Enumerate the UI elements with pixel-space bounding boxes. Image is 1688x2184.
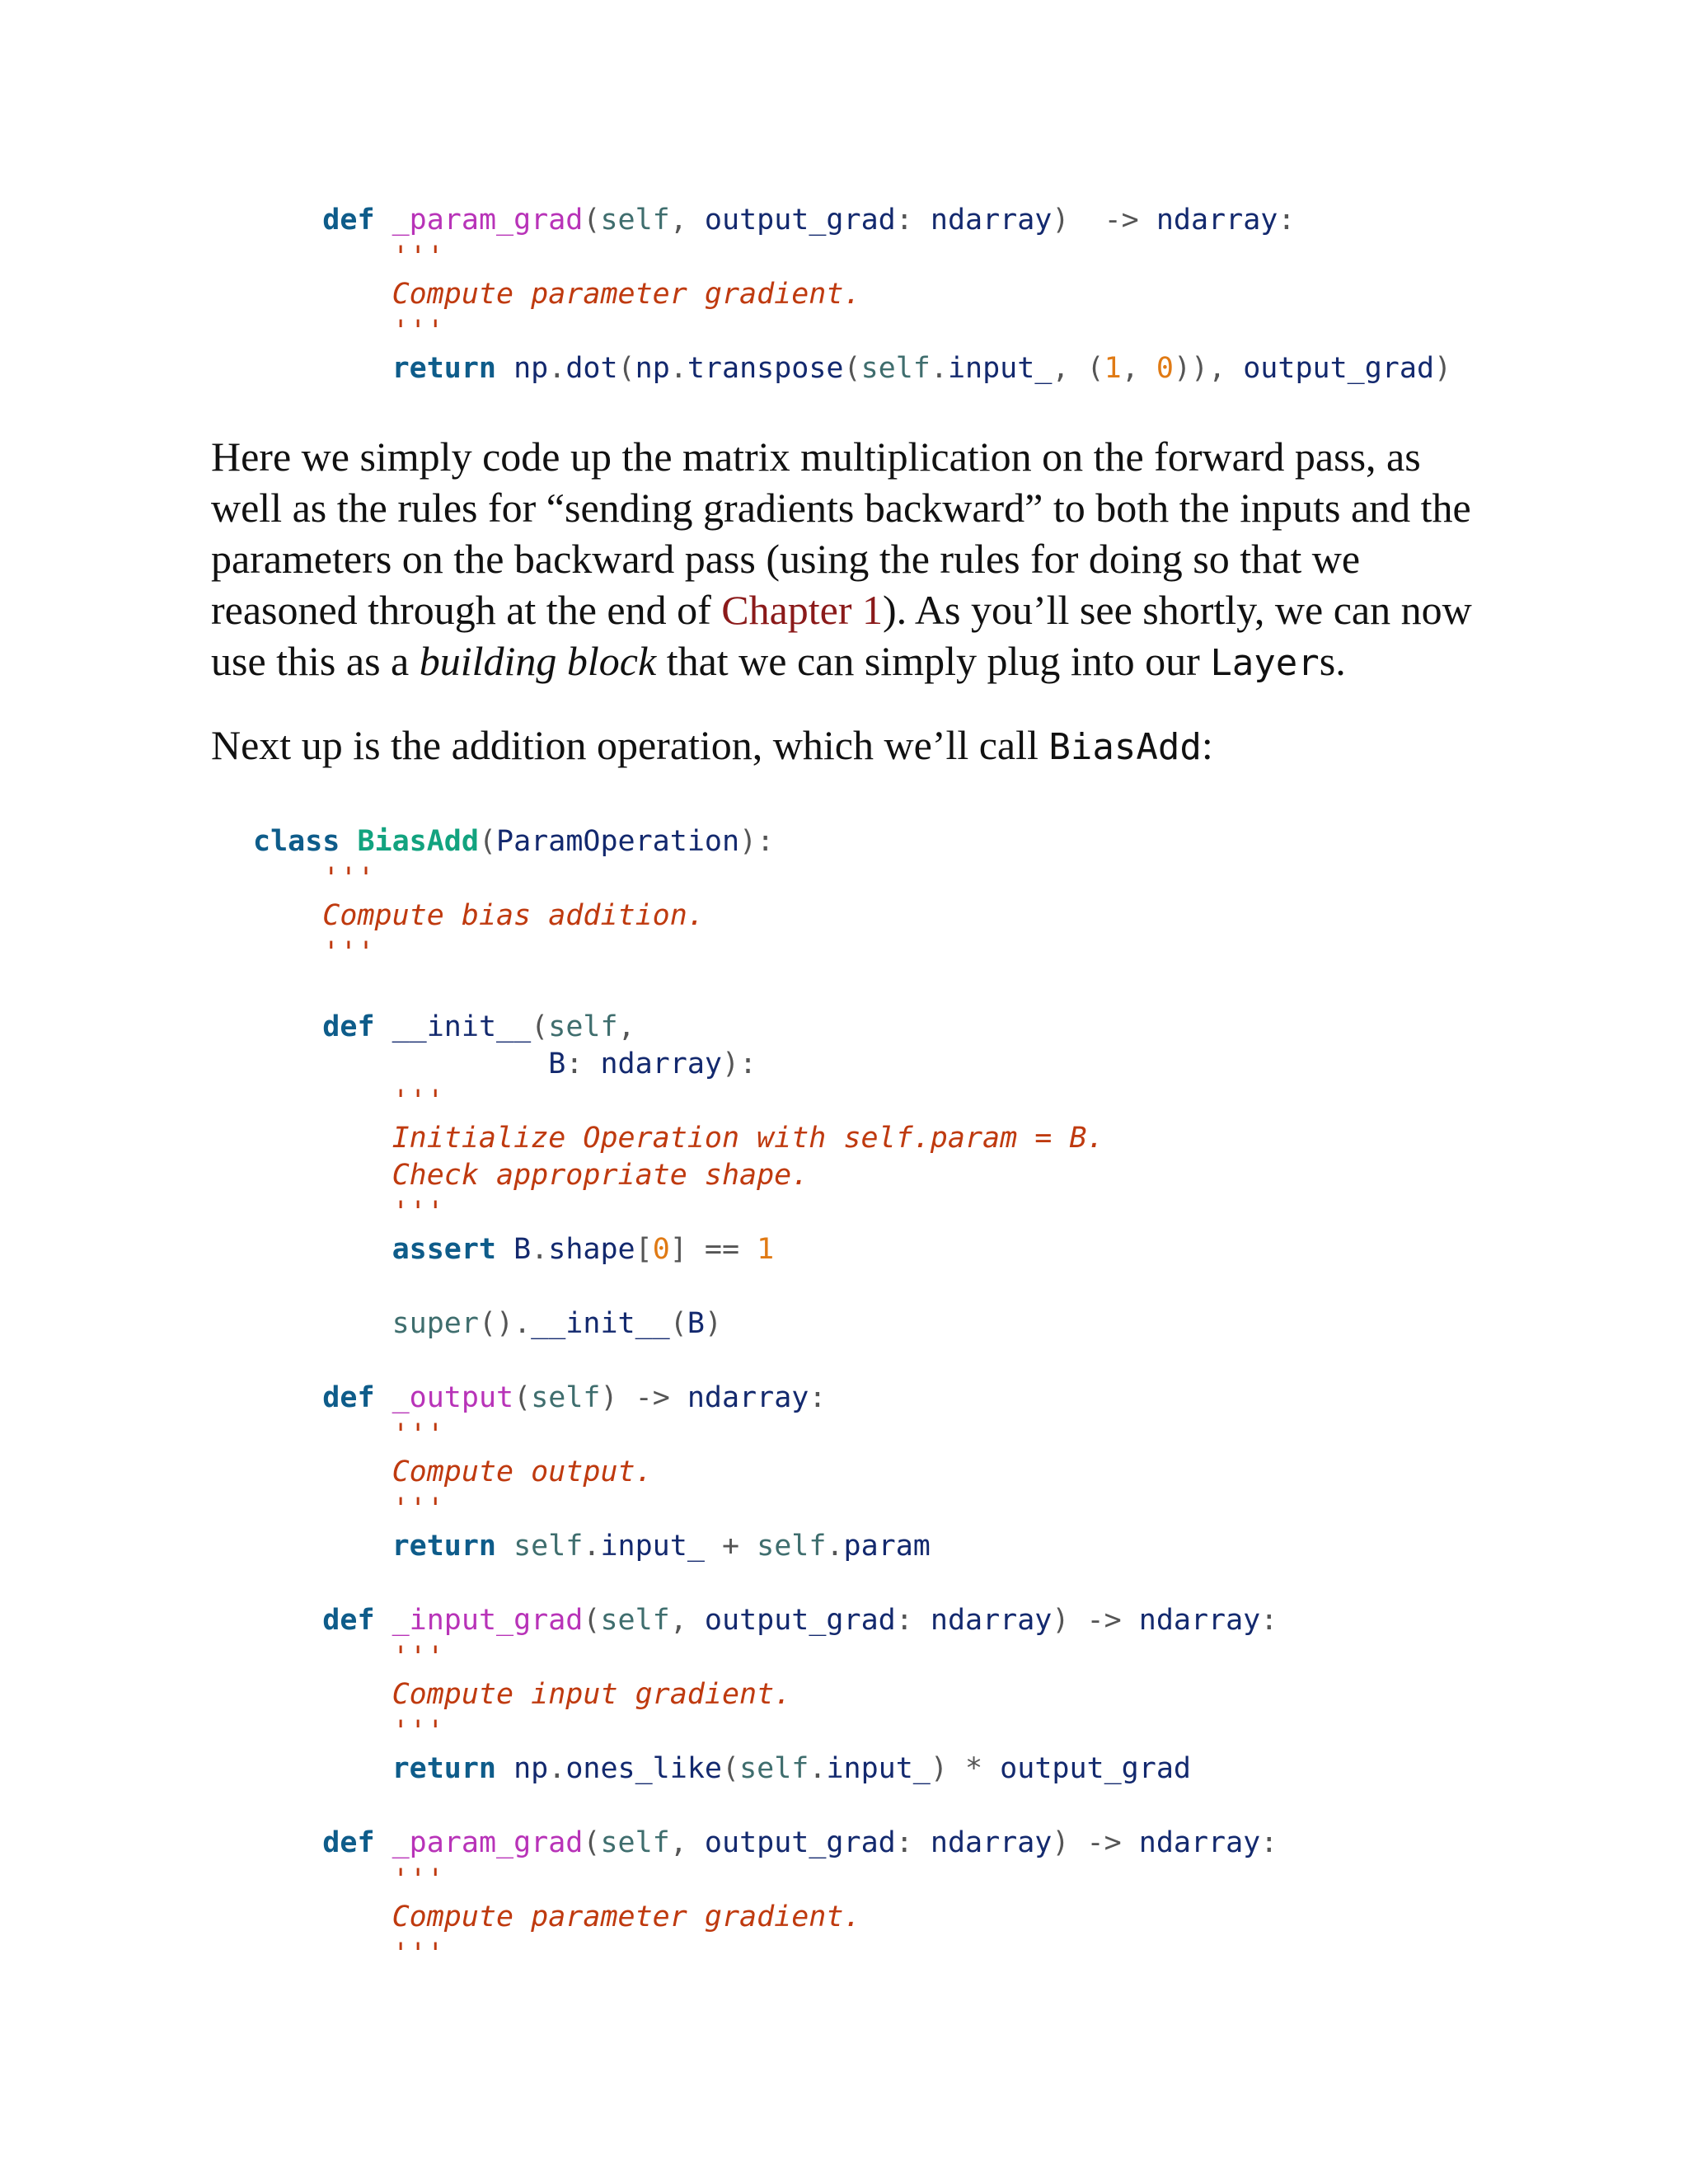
code-line — [253, 1676, 1278, 1713]
code-token — [253, 1085, 392, 1118]
code-token: : — [809, 1381, 827, 1414]
code-token: super — [392, 1307, 479, 1340]
code-line — [253, 1713, 1278, 1750]
code-line — [253, 1343, 1278, 1380]
code-line — [253, 1268, 1278, 1305]
code-token: ] == — [669, 1233, 757, 1266]
code-token: ''' — [392, 241, 444, 274]
code-block-biasadd-class — [253, 823, 1278, 1973]
code-token: . — [548, 352, 566, 385]
code-token — [253, 204, 322, 237]
code-token — [253, 1938, 392, 1971]
code-token: assert — [392, 1233, 497, 1266]
code-line — [253, 972, 1278, 1009]
code-token: _param_grad — [392, 1826, 584, 1859]
code-token: _param_grad — [392, 204, 584, 237]
code-token — [253, 1010, 322, 1043]
code-token: : — [895, 204, 931, 237]
code-token: ndarray — [1156, 204, 1278, 237]
code-token: def — [322, 204, 375, 237]
code-token: input_ — [826, 1752, 931, 1785]
code-token: Initialize Operation with self.param = B. — [392, 1122, 1104, 1155]
paragraph-text: Next up is the addition operation, which we’ll call — [211, 722, 1049, 768]
code-token: Compute bias addition. — [322, 899, 705, 932]
code-token: input_ — [947, 352, 1053, 385]
code-token — [253, 1826, 322, 1859]
code-token: self — [513, 1530, 584, 1563]
code-token — [253, 1233, 392, 1266]
code-line — [253, 350, 1451, 387]
code-token: B — [513, 1233, 532, 1266]
code-token: : — [895, 1826, 931, 1859]
code-token: 0 — [1156, 352, 1174, 385]
code-token: (). — [478, 1307, 532, 1340]
code-token: Compute input gradient. — [392, 1678, 792, 1711]
code-token — [253, 1307, 392, 1340]
code-token: . — [583, 1530, 601, 1563]
code-token: dot — [565, 352, 618, 385]
code-token — [253, 1455, 392, 1488]
code-token: ) — [1434, 352, 1452, 385]
code-token: ''' — [392, 1641, 444, 1674]
code-token: ndarray — [930, 1604, 1053, 1637]
code-token: ndarray — [1138, 1826, 1261, 1859]
code-line — [253, 1602, 1278, 1639]
code-token: output_grad — [704, 1826, 896, 1859]
code-token: 1 — [1104, 352, 1122, 385]
code-token: . — [930, 352, 948, 385]
code-token: self — [548, 1010, 618, 1043]
code-token: ParamOperation — [496, 825, 740, 858]
code-token: self — [860, 352, 931, 385]
code-token: ones_like — [565, 1752, 722, 1785]
code-line — [253, 1899, 1278, 1936]
code-token: . — [826, 1530, 844, 1563]
code-token: shape — [548, 1233, 635, 1266]
code-line — [253, 1750, 1278, 1788]
code-line — [253, 1417, 1278, 1454]
code-token — [253, 1122, 392, 1155]
code-token: param — [843, 1530, 931, 1563]
code-token: ( — [583, 1604, 601, 1637]
code-token: ''' — [322, 862, 375, 895]
code-token: B — [687, 1307, 705, 1340]
code-token: ndarray — [1138, 1604, 1261, 1637]
code-line — [253, 935, 1278, 972]
code-token: __init__ — [392, 1010, 532, 1043]
code-token: ''' — [392, 1085, 444, 1118]
code-token: ) — [704, 1307, 722, 1340]
code-token: ''' — [392, 1196, 444, 1229]
code-token: ) * — [930, 1752, 1001, 1785]
code-token: ) -> — [1052, 1826, 1139, 1859]
code-token — [253, 1752, 392, 1785]
code-token — [253, 1604, 322, 1637]
code-token: output_grad — [1243, 352, 1435, 385]
code-token: __init__ — [531, 1307, 670, 1340]
code-token: [ — [635, 1233, 653, 1266]
emphasis-building-block: building block — [419, 638, 657, 684]
paragraph-text: that we can simply plug into our — [656, 638, 1211, 684]
code-token: Compute output. — [392, 1455, 653, 1488]
paragraph-matrix-multiplication — [211, 431, 1497, 689]
code-token: output_grad — [704, 1604, 896, 1637]
code-token — [1139, 204, 1156, 237]
code-token: self — [531, 1381, 601, 1414]
code-line — [253, 1231, 1278, 1268]
code-token: ) -> — [1052, 1604, 1139, 1637]
code-token: self — [600, 1604, 670, 1637]
code-token: ''' — [392, 1715, 444, 1748]
code-token — [340, 825, 357, 858]
chapter-1-link[interactable]: Chapter 1 — [721, 587, 884, 633]
code-line — [253, 1083, 1278, 1120]
code-token: , — [669, 1826, 705, 1859]
code-token: BiasAdd — [357, 825, 479, 858]
code-token: ) — [1052, 204, 1104, 237]
code-token: + — [704, 1530, 757, 1563]
code-token — [375, 1010, 392, 1043]
code-token — [253, 1715, 392, 1748]
code-token: Compute parameter gradient. — [392, 278, 861, 311]
code-token: def — [322, 1826, 375, 1859]
code-token: _input_grad — [392, 1604, 584, 1637]
code-token: input_ — [600, 1530, 705, 1563]
code-token: : — [1260, 1826, 1278, 1859]
code-token: . — [809, 1752, 827, 1785]
code-token: ''' — [322, 936, 375, 969]
code-line — [253, 1491, 1278, 1528]
code-token: ): — [739, 825, 775, 858]
code-token — [253, 936, 322, 969]
code-line — [253, 1788, 1278, 1825]
code-line — [253, 1120, 1278, 1157]
code-token: ( — [583, 1826, 601, 1859]
code-token: 1 — [757, 1233, 775, 1266]
code-token: ( — [513, 1381, 532, 1414]
code-line — [253, 1825, 1278, 1862]
code-token — [375, 204, 392, 237]
code-token: , — [617, 1010, 635, 1043]
code-token: : — [565, 1047, 601, 1080]
code-token — [253, 315, 392, 348]
code-token — [496, 352, 513, 385]
code-token: ( — [721, 1752, 740, 1785]
code-token — [253, 899, 322, 932]
code-line — [253, 1046, 1278, 1083]
code-token — [253, 1196, 392, 1229]
code-token: ( — [531, 1010, 549, 1043]
code-token: ''' — [392, 1863, 444, 1896]
code-token: ( — [843, 352, 861, 385]
code-token: return — [392, 1530, 497, 1563]
code-token: . — [669, 352, 687, 385]
code-token: : — [895, 1604, 931, 1637]
code-line — [253, 1305, 1278, 1343]
code-token — [375, 1826, 392, 1859]
code-line — [253, 239, 1451, 276]
code-token: np — [635, 352, 670, 385]
code-token — [253, 1159, 392, 1192]
code-token — [253, 862, 322, 895]
code-token: class — [253, 825, 340, 858]
code-token: output_grad — [1000, 1752, 1191, 1785]
code-token: return — [392, 352, 497, 385]
code-token: ndarray — [930, 204, 1053, 237]
code-line — [253, 1528, 1278, 1565]
code-line — [253, 1157, 1278, 1194]
code-line — [253, 1380, 1278, 1417]
code-token: ndarray — [687, 1381, 809, 1414]
code-token: self — [600, 204, 670, 237]
code-token — [253, 1863, 392, 1896]
code-token: _output — [392, 1381, 514, 1414]
code-line — [253, 1454, 1278, 1491]
code-token: ) -> — [600, 1381, 687, 1414]
code-token — [375, 1381, 392, 1414]
code-line — [253, 1639, 1278, 1676]
code-line — [253, 202, 1451, 239]
code-token — [253, 1641, 392, 1674]
code-line — [253, 1009, 1278, 1046]
code-line — [253, 276, 1451, 313]
code-token: , — [669, 1604, 705, 1637]
code-token: def — [322, 1010, 375, 1043]
code-token — [496, 1752, 513, 1785]
paragraph-bias-add-intro — [211, 719, 1497, 773]
code-token: ( — [478, 825, 497, 858]
code-token: , — [669, 204, 705, 237]
code-token: ''' — [392, 315, 444, 348]
code-line — [253, 823, 1278, 860]
code-token — [253, 1678, 392, 1711]
code-token — [253, 1418, 392, 1451]
code-token: ( — [669, 1307, 687, 1340]
code-token: output_grad — [704, 204, 896, 237]
code-line — [253, 1936, 1278, 1973]
code-token — [375, 1604, 392, 1637]
code-token — [253, 1381, 322, 1414]
code-token: B — [548, 1047, 566, 1080]
code-token: )), — [1173, 352, 1244, 385]
paragraph-text: : — [1201, 722, 1213, 768]
code-token — [253, 1900, 392, 1933]
code-token — [253, 1493, 392, 1526]
code-token — [253, 352, 392, 385]
code-token: : — [1260, 1604, 1278, 1637]
paragraph-text: ). As you’ll see shortly, we can now use this as a — [211, 587, 1472, 684]
code-token: 0 — [652, 1233, 670, 1266]
code-line — [253, 1862, 1278, 1899]
code-token: np — [513, 352, 549, 385]
paragraph-text: Here we simply code up the matrix multiplication on the forward pass, as well as the rules for “sending gradients backward” to both the inputs and the parameters on the backward pass (using the rules for doing so that we reasoned through at the end of — [211, 434, 1471, 633]
inline-code-biasadd: BiasAdd — [1048, 726, 1202, 768]
code-token: Check appropriate shape. — [392, 1159, 809, 1192]
code-token: ''' — [392, 1493, 444, 1526]
code-line — [253, 860, 1278, 898]
code-token: ): — [721, 1047, 757, 1080]
code-token: self — [757, 1530, 827, 1563]
code-token: . — [531, 1233, 549, 1266]
code-token: transpose — [687, 352, 844, 385]
paragraph-text: s. — [1319, 638, 1346, 684]
code-token: , ( — [1052, 352, 1104, 385]
code-token — [253, 1047, 548, 1080]
code-token — [496, 1233, 513, 1266]
code-token: Compute parameter gradient. — [392, 1900, 861, 1933]
code-block-param-grad — [253, 202, 1451, 387]
code-token: ndarray — [600, 1047, 722, 1080]
code-token: ( — [583, 204, 601, 237]
code-token — [253, 278, 392, 311]
code-token: np — [513, 1752, 549, 1785]
code-token: ''' — [392, 1418, 444, 1451]
code-token: ndarray — [930, 1826, 1053, 1859]
code-token: ''' — [392, 1938, 444, 1971]
code-token: return — [392, 1752, 497, 1785]
code-token: ( — [617, 352, 635, 385]
code-token — [253, 1530, 392, 1563]
code-line — [253, 898, 1278, 935]
code-token: . — [548, 1752, 566, 1785]
code-token: def — [322, 1381, 375, 1414]
code-token: -> — [1104, 204, 1139, 237]
code-token — [496, 1530, 513, 1563]
code-line — [253, 1565, 1278, 1602]
code-token: self — [600, 1826, 670, 1859]
code-line — [253, 1194, 1278, 1231]
code-token: : — [1278, 204, 1296, 237]
code-token — [253, 241, 392, 274]
code-token: self — [739, 1752, 809, 1785]
inline-code-layer: Layer — [1210, 642, 1320, 684]
code-token: def — [322, 1604, 375, 1637]
code-token: , — [1121, 352, 1156, 385]
code-line — [253, 313, 1451, 350]
